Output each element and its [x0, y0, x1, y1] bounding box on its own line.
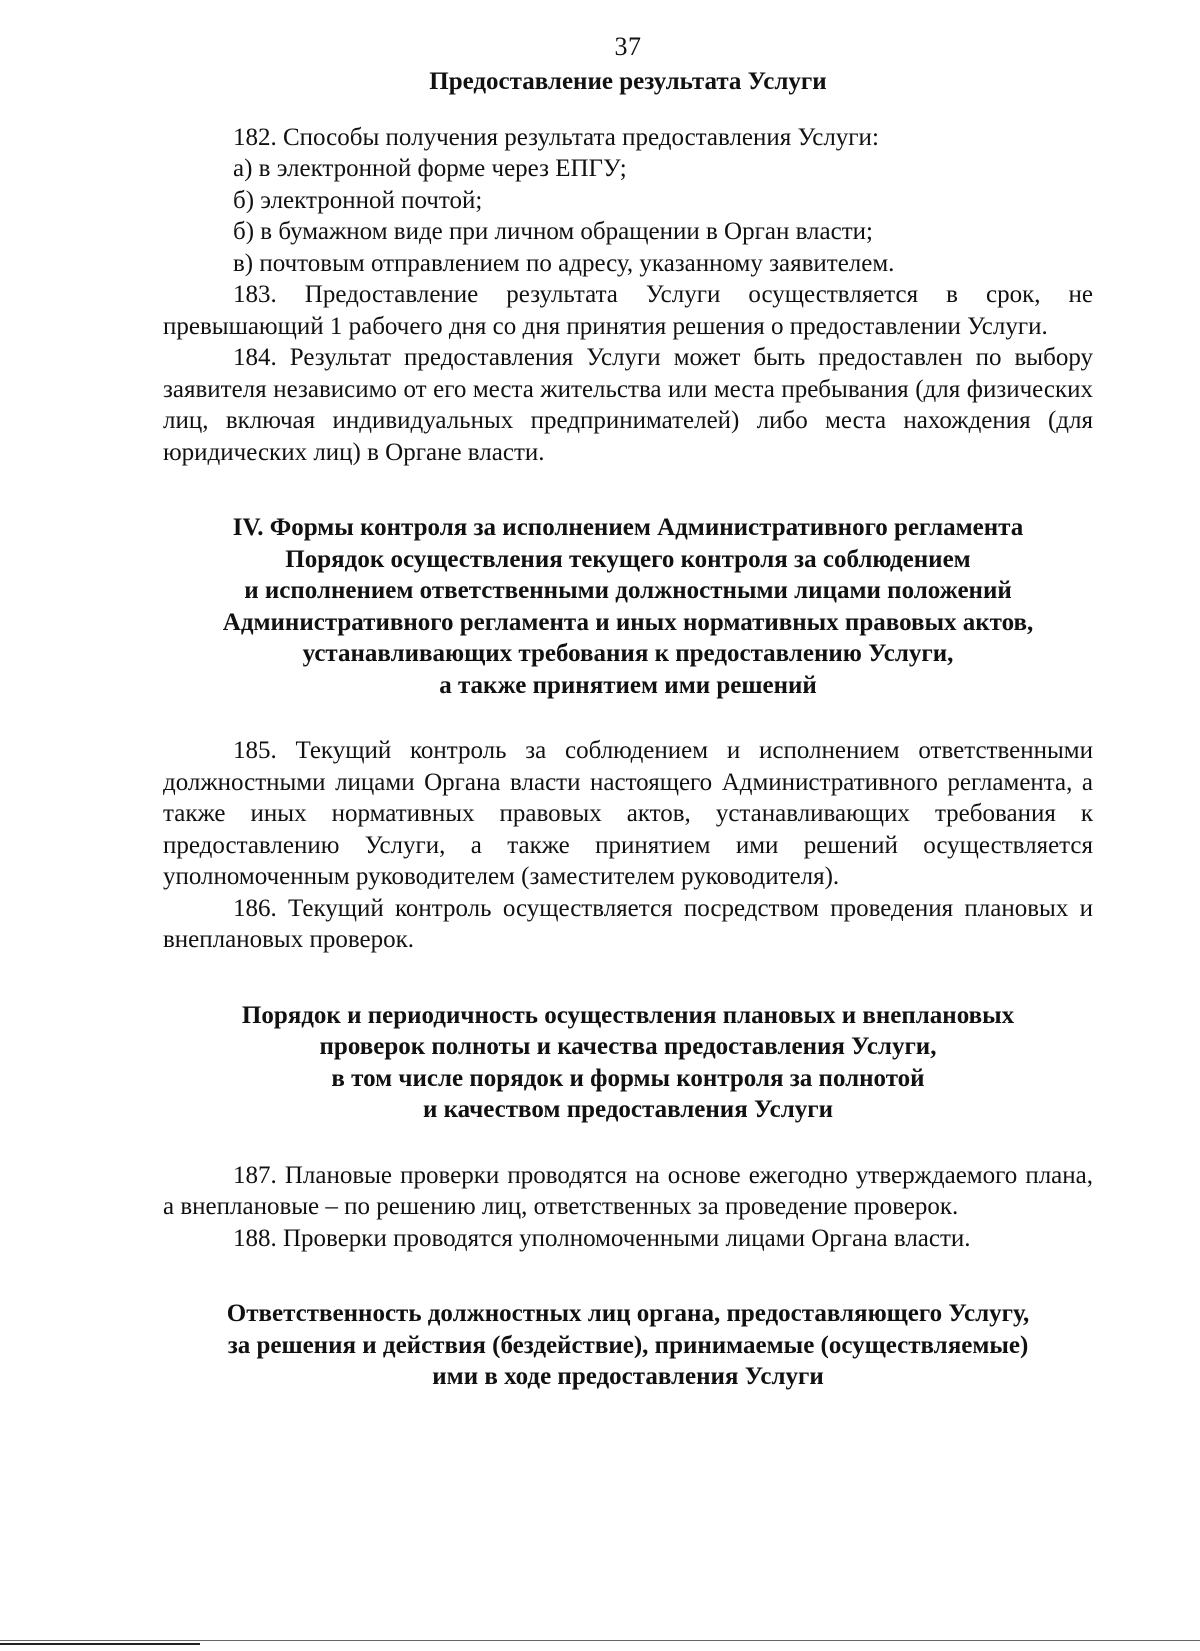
list-item-b-email: б) электронной почтой;: [233, 186, 483, 214]
paragraph-182: 182. Способы получения результата предоставления Услуги:: [233, 123, 879, 151]
section-heading-responsibility: [163, 1298, 1093, 1393]
list-item-b-paper: б) в бумажном виде при личном обращении в Орган власти;: [233, 218, 873, 245]
heading-line: в том числе порядок и формы контроля за полнотой: [331, 1064, 925, 1092]
heading-line: Предоставление результата Услуги: [429, 68, 827, 95]
paragraph-188: 188. Проверки проводятся уполномоченными лицами Органа власти.: [233, 1224, 971, 1252]
heading-line: и качеством предоставления Услуги: [423, 1096, 833, 1123]
heading-line: проверок полноты и качества предоставления Услуги,: [319, 1033, 937, 1060]
document-page: [163, 30, 1093, 1393]
paragraph-187: 187. Плановые проверки проводятся на основе ежегодно утверждаемого плана, а внеплановые – по решению лиц, ответственных за проведение проверок.: [163, 1161, 1093, 1220]
list-item-v: в) почтовым отправлением по адресу, указанному заявителем.: [233, 249, 895, 277]
heading-line: Административного регламента и иных нормативных правовых актов,: [222, 608, 1034, 636]
heading-line: ими в ходе предоставления Услуги: [432, 1363, 824, 1390]
paragraph-186: 186. Текущий контроль осуществляется посредством проведения плановых и внеплановых проверок.: [163, 894, 1093, 953]
scan-edge-line: [0, 1640, 1200, 1641]
section-heading-control-forms: [163, 512, 1093, 701]
heading-line: за решения и действия (бездействие), принимаемые (осуществляемые): [227, 1331, 1029, 1359]
page-number: 37: [614, 32, 642, 61]
heading-line: и исполнением ответственными должностными лицами положений: [244, 577, 1012, 604]
paragraph-183: 183. Предоставление результата Услуги осуществляется в срок, не превышающий 1 рабочего дня со дня принятия решения о предоставлении Услуги.: [163, 281, 1093, 340]
heading-line: а также принятием ими решений: [439, 671, 817, 699]
scan-edge-mark: [0, 1643, 200, 1645]
heading-line: устанавливающих требования к предоставлению Услуги,: [302, 640, 954, 667]
heading-line: Порядок осуществления текущего контроля за соблюдением: [285, 545, 971, 573]
list-item-a: а) в электронной форме через ЕПГУ;: [233, 155, 627, 182]
heading-line: Ответственность должностных лиц органа, предоставляющего Услугу,: [226, 1300, 1030, 1327]
paragraph-184: 184. Результат предоставления Услуги может быть предоставлен по выбору заявителя независимо от его места жительства или места пребывания (для физических лиц, включая индивидуальных предпринимателей) либо места нахождения (для юридических лиц) в Органе власти.: [163, 344, 1093, 466]
heading-line: IV. Формы контроля за исполнением Административного регламента: [232, 514, 1024, 541]
paragraph-185: 185. Текущий контроль за соблюдением и исполнением ответственными должностными лицами Органа власти настоящего Административного регламента, а также иных нормативных правовых актов, устанавливающих требования к предоставлению Услуги, а также принятием ими решений осуществляется уполномоченным руководителем (заместителем руководителя).: [163, 737, 1093, 890]
heading-line: Порядок и периодичность осуществления плановых и внеплановых: [241, 1001, 1015, 1029]
section-heading-result-provision: [163, 66, 1093, 98]
section-heading-inspections: [163, 1000, 1093, 1126]
